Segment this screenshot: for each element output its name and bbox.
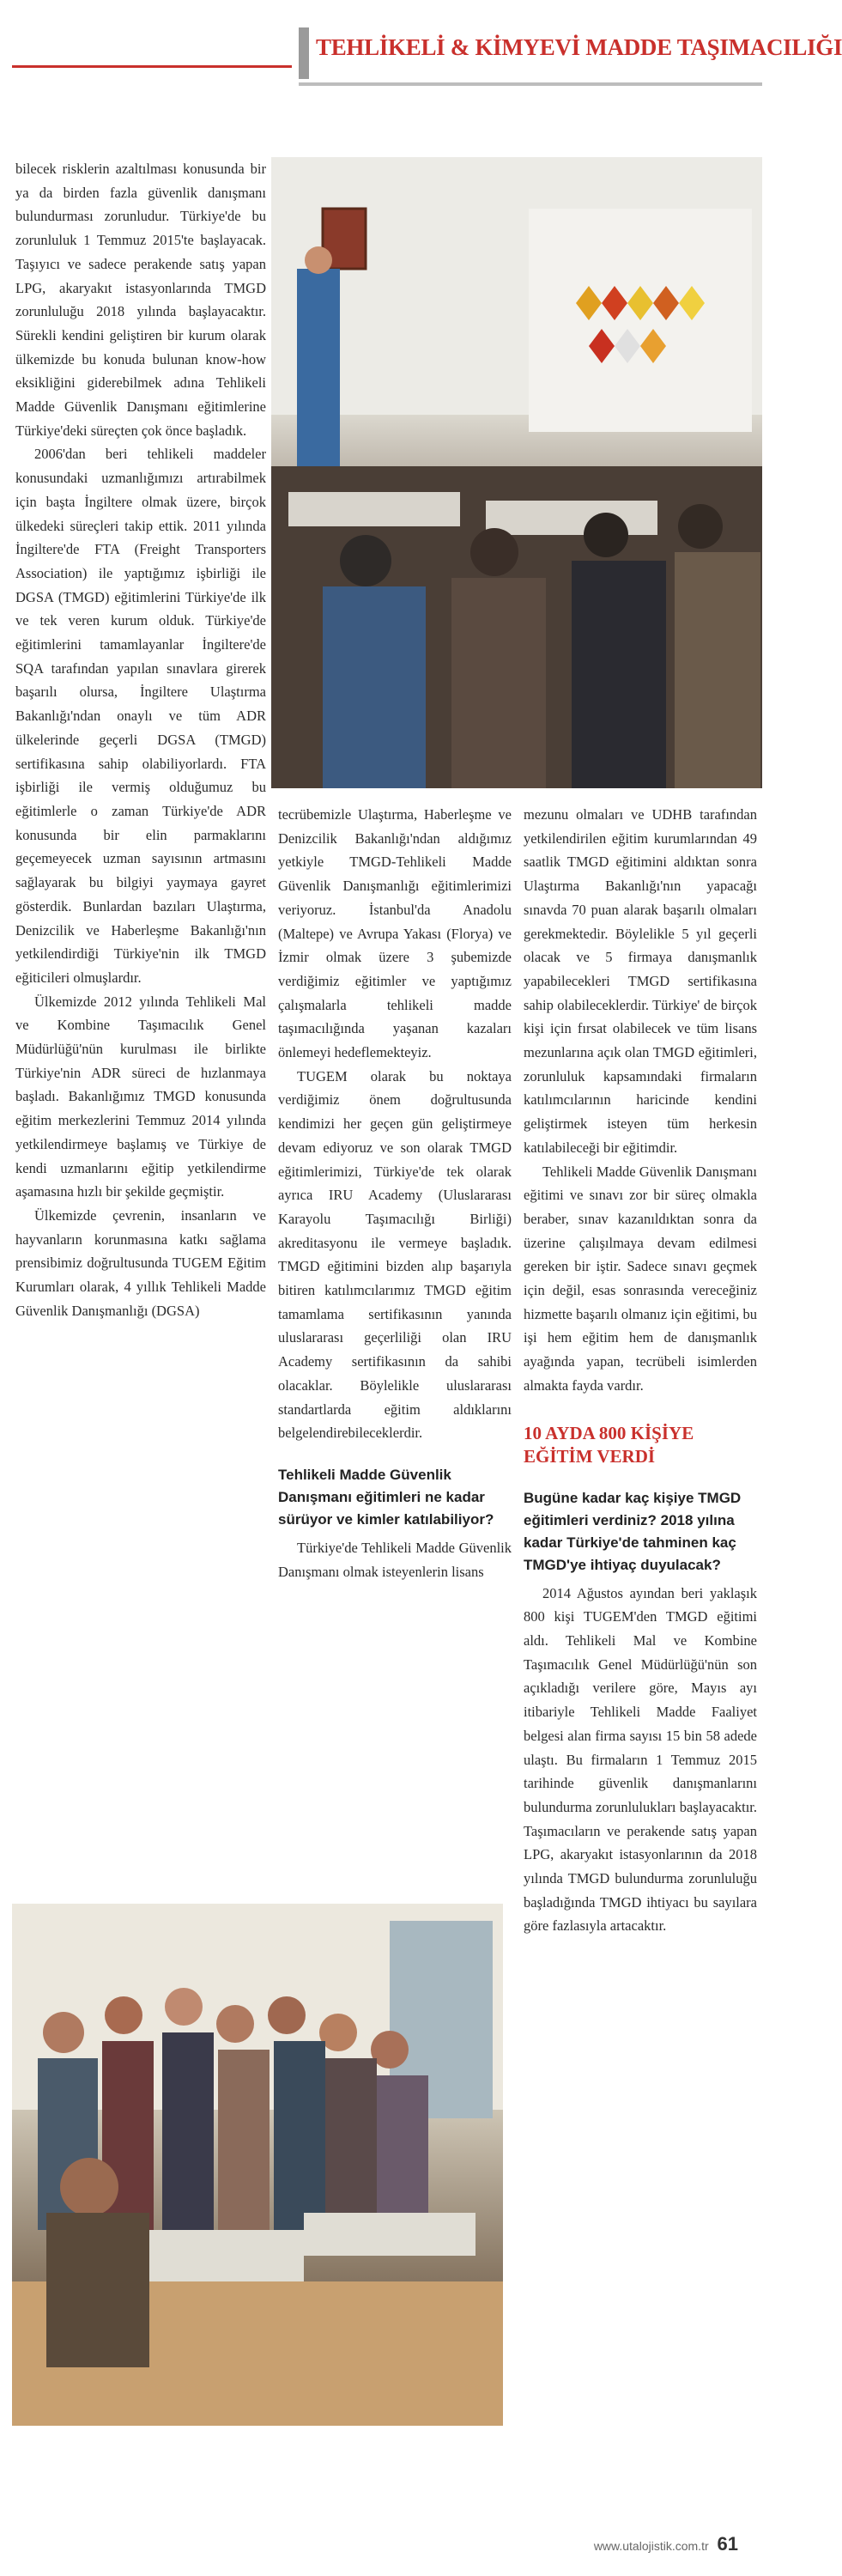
page-footer: [594, 2533, 738, 2555]
section-heading: 10 AYDA 800 KİŞİYE EĞİTİM VERDİ: [524, 1422, 694, 1467]
paragraph: 2014 Ağustos ayından beri yaklaşık 800 kişi TUGEM'den TMGD eğitimi aldı. Tehlikeli Mal ve Kombine Taşımacılık Genel Müdürlüğü'nün son açıkladığı verilere göre, Mayıs ayı itibariyle Tehlikeli Madde Faaliyet belgesi alan firma sayısı 15 bin 58 adede ulaştı. Bu firmaların 1 Temmuz 2015 tarihinde güvenlik danışmanlarını bulundurma zorunlulukları başlayacaktır. Taşımacıların ve perakende satış yapan LPG, akaryakıt istasyonlarının da 2018 yılında TMGD bulundurma zorunluluğu başladığında TMGD ihtiyacı bu sayılara göre fazlasıyla artacaktır.: [524, 1584, 757, 1935]
paragraph: Türkiye'de Tehlikeli Madde Güvenlik Danışmanı olmak isteyenlerin lisans: [278, 1539, 512, 1580]
article-column-3: [524, 803, 757, 1938]
group-photo-illustration: [12, 1904, 503, 2426]
header-rule: [12, 65, 292, 68]
classroom-photo-illustration: [271, 157, 762, 788]
article-column-2: [278, 803, 512, 1583]
paragraph: Ülkemizde 2012 yılında Tehlikeli Mal ve Kombine Taşımacılık Genel Müdürlüğü'nün kurulması ile birlikte Türkiye'nin ADR süreci de hızlanmaya başladı. Bakanlığımız TMGD konusunda eğitim merkezlerini Temmuz 2014 yılında yetkilendirmeye başlamış ve Türkiye de kendi uzmanlarını eğitip yetkilendirme aşamasına hızlı bir şekilde geçmiştir.: [15, 993, 266, 1200]
header-underline: [299, 82, 762, 86]
interview-question: Bugüne kadar kaç kişiye TMGD eğitimleri verdiniz? 2018 yılına kadar Türkiye'de tahminen kaç TMGD'ye ihtiyaç duyulacak?: [524, 1489, 742, 1573]
paragraph: Ülkemizde çevrenin, insanların ve hayvanların korunmasına katkı sağlama prensibimiz doğrultusunda TUGEM Eğitim Kurumları olarak, 4 yıllık Tehlikeli Madde Güvenlik Danışmanlığı (DGSA): [15, 1206, 266, 1319]
paragraph: tecrübemizle Ulaştırma, Haberleşme ve Denizcilik Bakanlığı'ndan aldığımız yetkiyle TMGD-Tehlikeli Madde Güvenlik Danışmanlığı eğitimlerimizi veriyoruz. İstanbul'da Anadolu (Maltepe) ve Avrupa Yakası (Florya) ve İzmir olmak üzere 3 şubemizde verdiğimiz eğitimler ve yaptığımız çalışmalarla tehlikeli madde taşımacılığında yaşanan kazaları önlemeyi hedeflemekteyiz.: [278, 806, 512, 1061]
group-photo: [12, 1904, 503, 2426]
paragraph: 2006'dan beri tehlikeli maddeler konusundaki uzmanlığımızı artırabilmek için başta İngiltere olmak üzere, birçok ülkedeki süreçleri takip ettik. 2011 yılında İngiltere'de FTA (Freight Transporters Association) ile yaptığımız işbirliği ile DGSA (TMGD) eğitimlerini Türkiye'de ilk ve tek veren kurum olduk. Türkiye'de eğitimlerini tamamlayanlar İngiltere'de SQA tarafından yapılan sınavlara girerek başarılı olursa, İngiltere Ulaştırma Bakanlığı'ndan onaylı ve tüm ADR ülkelerinde geçerli DGSA (TMGD) sertifikasına sahip olabiliyorlardı. FTA işbirliği ile vermiş olduğumuz bu eğitimlerle o zaman Türkiye'de ADR konusunda bir elin parmaklarını geçemeyecek uzman sayısının artmasını sağlayarak bu bilgiyi yaymaya gayret gösterdik. Bunlardan bazıları Ulaştırma, Denizcilik ve Haberleşme Bakanlığı'nın yetkilendirdiği Türkiye'nin ilk TMGD eğiticileri olmuşlardır.: [15, 446, 266, 986]
paragraph: bilecek risklerin azaltılması konusunda bir ya da birden fazla güvenlik danışmanı bulundurması zorunludur. Türkiye'de bu zorunluluk 1 Temmuz 2015'te başlayacak. Taşıyıcı ve sadece perakende satış yapan LPG, akaryakıt istasyonlarında TMGD zorunluluğu 2018 yılında başlayacaktır. Sürekli kendini geliştiren bir kurum olarak ülkemizde bu konuda bulunan know-how eksikliğini giderebilmek adına Tehlikeli Madde Güvenlik Danışmanı eğitimlerine Türkiye'deki süreçten çok önce başladık.: [15, 161, 266, 439]
article-column-1: [15, 157, 266, 1322]
classroom-photo: [271, 157, 762, 788]
website-url: www.utalojistik.com.tr: [593, 2539, 709, 2553]
section-title: TEHLİKELİ & KİMYEVİ MADDE TAŞIMACILIĞI: [316, 34, 842, 60]
paragraph: mezunu olmaları ve UDHB tarafından yetkilendirilen eğitim kurumlarından 49 saatlik TMGD eğitimini aldıktan sonra Ulaştırma Bakanlığı'nın yapacağı sınavda 70 puan alarak başarılı olmaları gerekmektedir. Böylelikle 5 yıl geçerli olacak ve 5 firmaya danışmanlık yapabilecekleri TMGD sertifikasına sahip olabileceklerdir. Türkiye' de birçok kişi için fırsat olabilecek ve tüm lisans mezunlarına açık olan TMGD eğitimleri, zorunluluk kapsamındaki firmaların katılımcılarının haricinde kendini geliştirmek isteyen tüm herkesin katılabileceği bir eğitimdir.: [524, 806, 757, 1156]
paragraph: TUGEM olarak bu noktaya verdiğimiz önem doğrultusunda kendimizi her geçen gün geliştirmeye devam ediyoruz ve son olarak TMGD eğitimlerimizi, Türkiye'de tek olarak ayrıca IRU Academy (Uluslararası Karayolu Taşımacılığı Birliği) akreditasyonu ile vermeye başladık. TMGD eğitimini bizden alıp başarıyla bitiren katılımcılarımız TMGD eğitim tamamlama sertifikasının yanında uluslararası geçerliliği olan IRU Academy sertifikasının da sahibi olacaklar. Böylelikle uluslararası standartlarda eğitim aldıklarını belgelendirebileceklerdir.: [278, 1067, 512, 1442]
page-number: 61: [717, 2533, 738, 2555]
interview-question: Tehlikeli Madde Güvenlik Danışmanı eğitimleri ne kadar sürüyor ve kimler katılabiliyor?: [278, 1466, 494, 1528]
paragraph: Tehlikeli Madde Güvenlik Danışmanı eğitimi ve sınavı zor bir süreç olmakla beraber, sınav kazanıldıktan sonra da üzerine çalışılmaya devam edilmesi gereken bir iştir. Sadece sınavı geçmek için değil, esas sonrasında vereceğiniz hizmette başarılı olmanız için eğitimi, bu işi hem eğitim hem de danışmanlık ayağında yapan, tecrübeli isimlerden almakta fayda vardır.: [524, 1163, 757, 1394]
header-grey-bar: [299, 27, 309, 79]
